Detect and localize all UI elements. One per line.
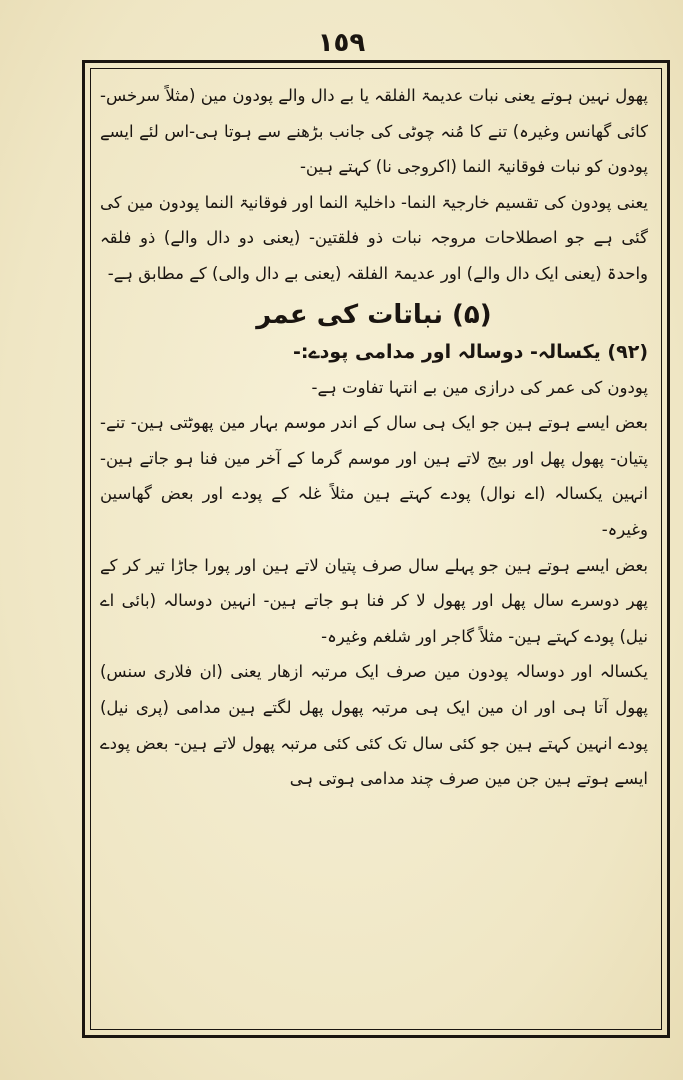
paragraph-1: پھول نہین ہوتے یعنی نبات عدیمۃ الفلقہ یا بے دال والے پودون مین (مثلاً سرخس-کائی گھانس وغیرہ) تنے کا مُنہ چوٹی کی جانب بڑھنے سے ہوتا ہی-اس لئے ایسے پودون کو نبات فوقانیۃ النما (اکروجی نا) کہتے ہین-: [100, 86, 648, 177]
page-number: ١٥٩: [317, 28, 366, 58]
paragraph-2: یعنی پودون کی تقسیم خارجیۃ النما- داخلیۃ النما اور فوقانیۃ النما پودون مین کی گئی ہے جو اصطلاحات مروجہ نبات ذو فلقتین- (یعنی دو دال والے) ذو فلقہ واحدۃ (یعنی ایک دال والے) اور عدیمۃ الفلقہ (یعنی بے دال والی) کے مطابق ہے-: [100, 192, 648, 283]
body-paragraph-1: پودون کی عمر کی درازی مین بے انتہا تفاوت ہے-: [311, 377, 648, 397]
body-paragraph-2: بعض ایسے ہوتے ہین جو ایک ہی سال کے اندر موسم بہار مین پھوٹتی ہین- تنے- پتیان- پھول پھل اور بیج لاتے ہین اور موسم گرما کے آخر مین فنا ہو جاتے ہین- انہین یکسالہ (اے نوال) پودے کہتے ہین مثلاً غلہ کے پودے اور بعض گھاسین وغیرہ-: [100, 413, 648, 539]
section-heading: (۵) نباتات کی عمر: [256, 299, 492, 330]
body-paragraph-4: یکسالہ اور دوسالہ پودون مین صرف ایک مرتبہ ازھار یعنی (ان فلاری سنس) پھول آتا ہی اور ان مین ایک ہی مرتبہ پھول پھل لگتے ہین مدامی (پری نیل) پودے انہین کہتے ہین جو کئی سال تک کئی کئی مرتبہ پھول لاتے ہین- بعض پودے ایسے ہوتے ہین جن مین صرف چند مدامی ہوتی ہی: [100, 662, 648, 789]
page-text-body: [100, 78, 648, 1018]
section-subheading: (۹۲) یکسالہ- دوسالہ اور مدامی پودے:-: [292, 340, 648, 363]
body-paragraph-3: بعض ایسے ہوتے ہین جو پہلے سال صرف پتیان لاتے ہین اور پورا جاڑا تیر کر کے پھر دوسرے سال پھل اور پھول لا کر فنا ہو جاتے ہین- انہین دوسالہ (بائی اے نیل) پودے کہتے ہین- مثلاً گاجر اور شلغم وغیرہ-: [100, 555, 648, 646]
